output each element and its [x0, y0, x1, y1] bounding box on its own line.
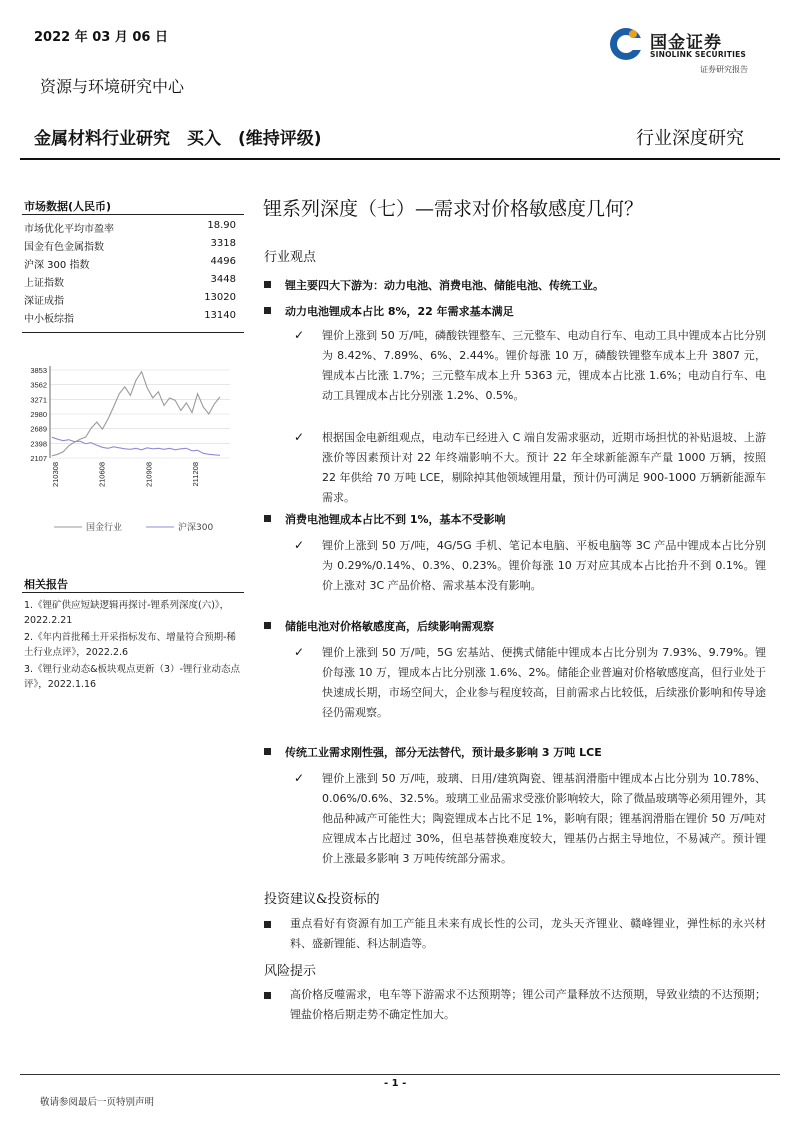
legend-label: 国金行业	[86, 523, 123, 533]
market-row: 沪深 300 指数 4496	[24, 256, 236, 271]
page-number: - 1 -	[384, 1078, 407, 1089]
bullet-heading: 消费电池锂成本占比不到 1%，基本不受影响	[264, 511, 506, 527]
paragraph-consumer: 锂价上涨到 50 万/吨，4G/5G 手机、笔记本电脑、平板电脑等 3C 产品中锂成本占比分别为 0.29%/0.14%、0.3%、0.23%。锂价每涨 10 万对应其成本占比抬升不到 0.1%。锂价上涨对 3C 产品价格、需求基本没有影响。	[322, 539, 766, 592]
legend-label: 沪深300	[178, 523, 214, 533]
checkmark-icon: ✓	[294, 328, 305, 342]
x-tick-label: 210308	[51, 462, 60, 488]
research-center: 资源与环境研究中心	[40, 77, 185, 96]
square-bullet-icon	[264, 990, 285, 1003]
y-tick-label: 2398	[30, 439, 47, 449]
report-date: 2022 年 03 月 06 日	[34, 30, 168, 45]
square-bullet-icon	[264, 515, 271, 522]
related-report-item[interactable]: 3.《锂行业动态&板块观点更新（3）-锂行业动态点评》，2022.1.16	[24, 664, 240, 690]
y-tick-label: 3271	[30, 395, 47, 405]
paragraph-industrial: 锂价上涨到 50 万/吨，玻璃、日用/建筑陶瓷、锂基润滑脂中锂成本占比分别为 10.78%、0.06%/0.6%、32.5%。玻璃工业品需求受涨价影响较大，除了微晶玻璃等必须用锂外，其他品种减产可能性大；陶瓷锂成本占比不足 1%，影响有限；锂基润滑脂在锂价 50 万/吨对应锂成本占比超过 30%，但皂基替换难度较大，锂基仍占据主导地位，不易减产。预计锂价上涨最多影响 3 万吨传统部分需求。	[322, 772, 766, 865]
y-tick-label: 3562	[30, 380, 47, 390]
x-tick-label: 210908	[144, 462, 154, 488]
paragraph-power-demand: 根据国金电新组观点，电动车已经进入 C 端自发需求驱动，近期市场担忧的补贴退坡、上游涨价等因素预计对 22 年终端影响不大。预计 22 年全球新能源车产量 1000 万辆，按照 22 年供给 70 万吨 LCE，剔除掉其他领域锂用量，预计仍可满足 900-1000 万辆新能源车需求。	[322, 431, 766, 504]
checkmark-icon: ✓	[294, 430, 305, 444]
square-bullet-icon	[264, 281, 271, 288]
checkmark-icon: ✓	[294, 771, 305, 785]
section-heading-industry-view: 行业观点	[264, 250, 317, 265]
logo-chinese-name: 国金证券	[650, 33, 722, 53]
paragraph-investment: 重点看好有资源有加工产能且未来有成长性的公司，龙头天齐锂业、赣峰锂业，弹性标的永兴材料、盛新锂能、科达制造等。	[290, 917, 766, 950]
x-tick-label: 210608	[97, 462, 107, 488]
industry-rating-line: 金属材料行业研究 买入 (维持评级)	[34, 129, 322, 149]
checkmark-icon: ✓	[294, 538, 305, 552]
bullet-heading: 储能电池对价格敏感度高，后续影响需观察	[264, 618, 494, 634]
series-line	[52, 437, 220, 455]
company-logo	[608, 24, 778, 76]
document-type: 行业深度研究	[636, 128, 744, 149]
y-tick-label: 2980	[30, 410, 47, 419]
market-row: 上证指数 3448	[24, 274, 236, 289]
market-bottom-rule	[22, 332, 244, 333]
paragraph-risk: 高价格反噬需求，电车等下游需求不达预期等；锂公司产量释放不达预期，导致业绩的不达预期；锂盐价格后期走势不确定性加大。	[290, 988, 766, 1021]
y-tick-label: 2689	[30, 424, 47, 434]
related-rule	[22, 592, 244, 593]
related-reports-title: 相关报告	[24, 578, 68, 591]
paragraph-storage: 锂价上涨到 50 万/吨，5G 宏基站、便携式储能中锂成本占比分别为 7.93%、9.79%。锂价每涨 10 万，锂成本占比分别涨 1.6%、2%。储能企业普遍对价格敏感度高，但行业处于快速成长期，市场空间大，企业参与程度较高，目前需求占比较低，后续涨价影响和传导途径仍需观察。	[322, 646, 766, 719]
y-tick-label: 3853	[30, 366, 47, 375]
market-top-rule	[22, 214, 244, 215]
header-divider	[20, 158, 780, 160]
index-comparison-chart	[20, 360, 242, 560]
related-report-item[interactable]: 1.《锂矿供应短缺逻辑再探讨-锂系列深度(六)》，2022.2.21	[24, 600, 230, 626]
market-row: 国金有色金属指数 3318	[24, 238, 236, 253]
section-heading-investment: 投资建议&投资标的	[264, 892, 380, 907]
paragraph-power-cost: 锂价上涨到 50 万/吨，磷酸铁锂整车、三元整车、电动自行车、电动工具中锂成本占比分别为 8.42%、7.89%、6%、2.44%。锂价每涨 10 万，磷酸铁锂整车成本上升 3807 元，锂成本占比涨 1.7%；三元整车成本上升 5363 元，锂成本占比涨 1.6%；电动自行车、电动工具锂成本占比分别涨 1.2%、0.5%。	[322, 329, 766, 402]
square-bullet-icon	[264, 307, 271, 314]
section-heading-risk: 风险提示	[264, 964, 317, 979]
square-bullet-icon	[264, 748, 271, 755]
report-title: 锂系列深度（七）—需求对价格敏感度几何？	[263, 198, 644, 220]
square-bullet-icon	[264, 919, 285, 932]
x-tick-label: 211208	[191, 462, 200, 487]
market-row: 深证成指 13020	[24, 292, 236, 307]
bullet-heading: 动力电池锂成本占比 8%，22 年需求基本满足	[264, 303, 514, 319]
bullet-heading: 锂主要四大下游为：动力电池、消费电池、储能电池、传统工业。	[264, 277, 604, 293]
market-row: 市场优化平均市盈率 18.90	[24, 220, 236, 235]
square-bullet-icon	[264, 622, 271, 629]
market-data-title: 市场数据(人民币)	[24, 200, 112, 213]
disclaimer-note: 敬请参阅最后一页特别声明	[40, 1097, 155, 1108]
logo-mark-icon	[608, 26, 644, 62]
footer-divider	[20, 1074, 780, 1075]
market-row: 中小板综指 13140	[24, 310, 236, 325]
bullet-heading: 传统工业需求刚性强，部分无法替代，预计最多影响 3 万吨 LCE	[264, 744, 602, 760]
report-category: 证券研究报告	[700, 65, 748, 74]
logo-english-name: SINOLINK SECURITIES	[650, 50, 747, 59]
y-tick-label: 2107	[30, 454, 47, 463]
related-report-item[interactable]: 2.《年内首批稀土开采指标发布、增量符合预期-稀土行业点评》，2022.2.6	[24, 632, 236, 658]
checkmark-icon: ✓	[294, 645, 305, 659]
